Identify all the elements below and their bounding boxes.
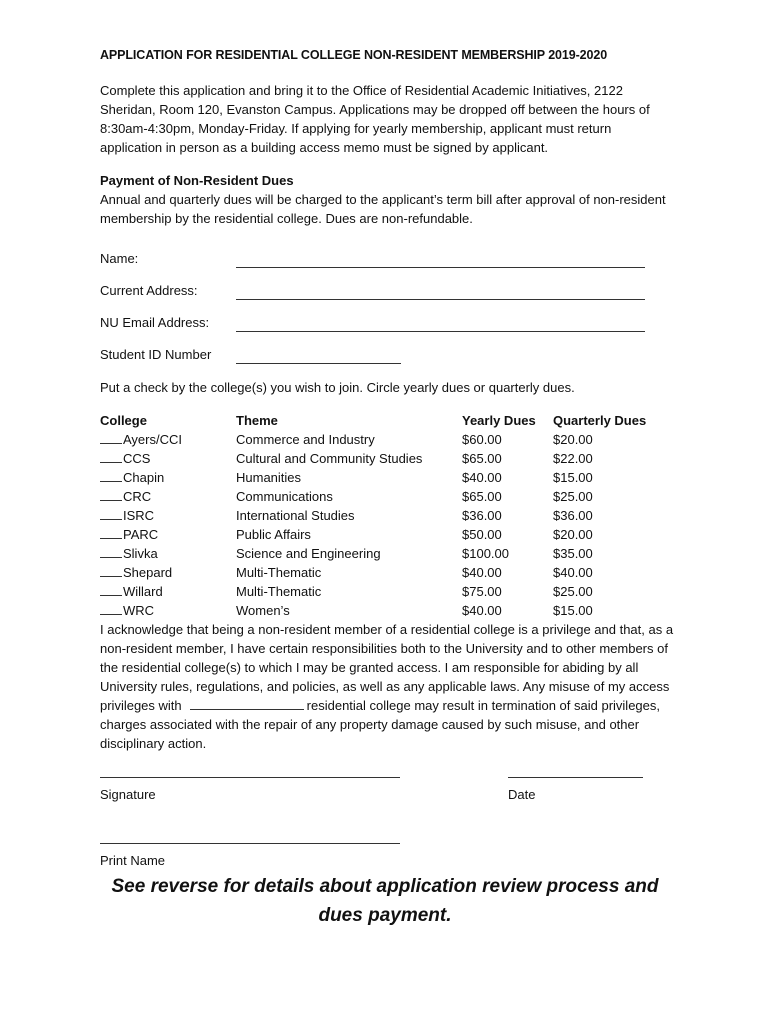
college-theme: Women’s <box>236 603 290 618</box>
acknowledgment-paragraph <box>100 620 675 753</box>
college-theme: Multi-Thematic <box>236 565 322 580</box>
email-label: NU Email Address: <box>100 315 210 330</box>
college-name: WRC <box>123 603 155 618</box>
table-row <box>100 582 660 601</box>
college-name: ISRC <box>123 508 155 523</box>
college-name: Willard <box>123 584 163 599</box>
student-id-label: Student ID Number <box>100 347 212 362</box>
quarterly-dues[interactable]: $15.00 <box>553 603 593 618</box>
date-label: Date <box>508 787 536 802</box>
check-blank[interactable] <box>100 582 122 596</box>
intro-paragraph: Complete this application and bring it to the Office of Residential Academic Initiatives, 2122 Sheridan, Room 120, Evanston Campus. Applications may be dropped off between the hours of 8:30am-4:30pm, Monday-Friday. If applying for yearly membership, applicant must return application in person as a building access memo must be signed by applicant. <box>100 83 650 155</box>
yearly-dues[interactable]: $60.00 <box>462 432 502 447</box>
acknowledgment-part2: residential college may result in termination of said privileges, charges associated with the repair of any property damage caused by such misuse, and other disciplinary action. <box>100 698 660 751</box>
header-theme: Theme <box>236 413 278 428</box>
check-blank[interactable] <box>100 468 122 482</box>
yearly-dues[interactable]: $40.00 <box>462 565 502 580</box>
check-blank[interactable] <box>100 601 122 615</box>
table-row <box>100 449 660 468</box>
email-field[interactable] <box>236 314 645 332</box>
quarterly-dues[interactable]: $20.00 <box>553 432 593 447</box>
college-name: Chapin <box>123 470 165 485</box>
check-blank[interactable] <box>100 544 122 558</box>
quarterly-dues[interactable]: $22.00 <box>553 451 593 466</box>
table-row <box>100 525 660 544</box>
college-name: Shepard <box>123 565 173 580</box>
name-label: Name: <box>100 251 139 266</box>
instruction-text: Put a check by the college(s) you wish to join. Circle yearly dues or quarterly dues. <box>100 380 575 395</box>
name-row <box>100 236 675 268</box>
table-row <box>100 487 660 506</box>
signature-label: Signature <box>100 787 156 802</box>
header-quarterly: Quarterly Dues <box>553 413 647 428</box>
acknowledgment-part1: I acknowledge that being a non-resident member of a residential college is a privilege and that, as a non-resident member, I have certain responsibilities both to the University and to other members of the residential college(s) to which I may be granted access. I am responsible for abiding by all University rules, regulations, and policies, as well as any applicable laws. Any misuse of my access privileges with <box>100 622 674 713</box>
signature-row <box>100 777 675 837</box>
college-blank-field[interactable] <box>190 696 304 710</box>
payment-section <box>100 171 675 228</box>
yearly-dues[interactable]: $50.00 <box>462 527 502 542</box>
student-id-field[interactable] <box>236 346 401 364</box>
check-blank[interactable] <box>100 506 122 520</box>
footer-note: See reverse for details about application review process and dues payment. <box>111 876 659 926</box>
quarterly-dues[interactable]: $20.00 <box>553 527 593 542</box>
date-line[interactable] <box>508 777 643 778</box>
address-row <box>100 268 675 300</box>
college-theme: Multi-Thematic <box>236 584 322 599</box>
college-theme: Cultural and Community Studies <box>236 451 423 466</box>
quarterly-dues[interactable]: $40.00 <box>553 565 593 580</box>
college-theme: Science and Engineering <box>236 546 381 561</box>
table-row <box>100 430 660 449</box>
check-blank[interactable] <box>100 449 122 463</box>
college-name: PARC <box>123 527 159 542</box>
print-name-line[interactable] <box>100 843 400 844</box>
table-row <box>100 563 660 582</box>
quarterly-dues[interactable]: $25.00 <box>553 489 593 504</box>
yearly-dues[interactable]: $65.00 <box>462 489 502 504</box>
college-name: CRC <box>123 489 152 504</box>
table-row <box>100 544 660 563</box>
yearly-dues[interactable]: $40.00 <box>462 603 502 618</box>
table-row <box>100 601 660 620</box>
college-theme: Public Affairs <box>236 527 311 542</box>
address-label: Current Address: <box>100 283 198 298</box>
quarterly-dues[interactable]: $35.00 <box>553 546 593 561</box>
college-table <box>100 411 660 620</box>
college-name: Ayers/CCI <box>123 432 182 447</box>
name-field[interactable] <box>236 250 645 268</box>
form-title: APPLICATION FOR RESIDENTIAL COLLEGE NON-RESIDENT MEMBERSHIP 2019-2020 <box>100 48 608 62</box>
college-theme: International Studies <box>236 508 355 523</box>
payment-heading: Payment of Non-Resident Dues <box>100 173 294 188</box>
college-name: CCS <box>123 451 151 466</box>
college-theme: Humanities <box>236 470 302 485</box>
print-name-label: Print Name <box>100 853 166 868</box>
yearly-dues[interactable]: $100.00 <box>462 546 509 561</box>
payment-text: Annual and quarterly dues will be charged to the applicant’s term bill after approval of non-resident membership by the residential college. Dues are non-refundable. <box>100 192 666 226</box>
header-college: College <box>100 413 147 428</box>
yearly-dues[interactable]: $65.00 <box>462 451 502 466</box>
student-id-row <box>100 332 675 364</box>
yearly-dues[interactable]: $75.00 <box>462 584 502 599</box>
college-name: Slivka <box>123 546 158 561</box>
table-header-row <box>100 411 660 430</box>
check-blank[interactable] <box>100 525 122 539</box>
check-blank[interactable] <box>100 563 122 577</box>
table-row <box>100 468 660 487</box>
quarterly-dues[interactable]: $25.00 <box>553 584 593 599</box>
college-theme: Communications <box>236 489 333 504</box>
application-form <box>100 46 675 893</box>
quarterly-dues[interactable]: $36.00 <box>553 508 593 523</box>
signature-line[interactable] <box>100 777 400 778</box>
quarterly-dues[interactable]: $15.00 <box>553 470 593 485</box>
address-field[interactable] <box>236 282 645 300</box>
yearly-dues[interactable]: $40.00 <box>462 470 502 485</box>
table-row <box>100 506 660 525</box>
yearly-dues[interactable]: $36.00 <box>462 508 502 523</box>
college-theme: Commerce and Industry <box>236 432 375 447</box>
header-yearly: Yearly Dues <box>462 413 536 428</box>
email-row <box>100 300 675 332</box>
check-blank[interactable] <box>100 487 122 501</box>
check-blank[interactable] <box>100 430 122 444</box>
